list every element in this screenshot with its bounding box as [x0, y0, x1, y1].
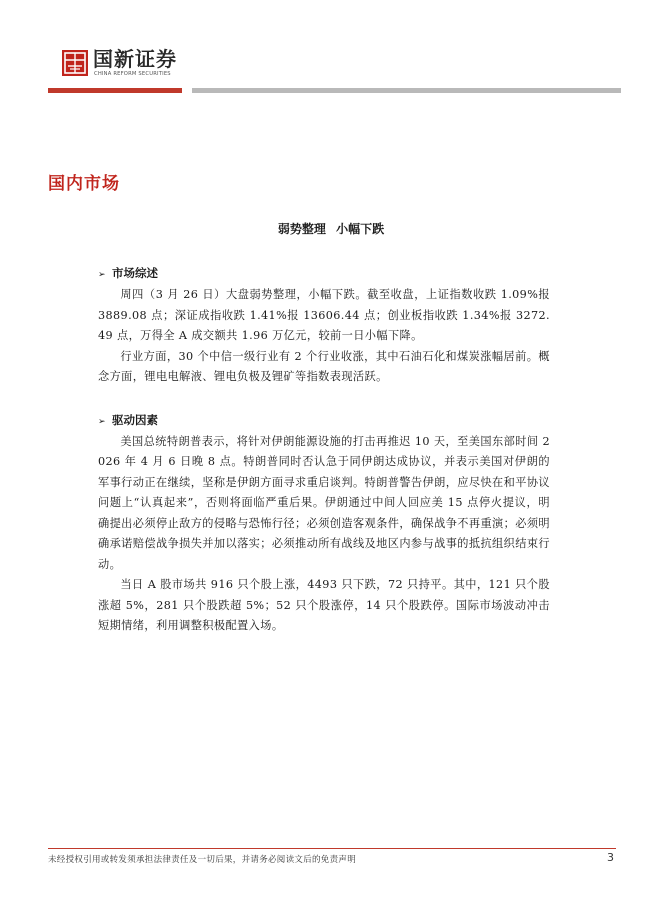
subheading-text: 市场综述 — [112, 266, 158, 280]
logo-subtext: CHINA REFORM SECURITIES — [94, 71, 171, 77]
logo-text: 国新证券 — [93, 47, 177, 71]
header-accent-bar — [48, 88, 182, 93]
page-number: 3 — [607, 851, 614, 864]
subheading-text: 驱动因素 — [112, 412, 158, 427]
paragraph: 周四（3 月 26 日）大盘弱势整理，小幅下跌。截至收盘，上证指数收跌 1.09%报 3889.08 点；深证成指收跌 1.41%报 13606.44 点；创业板指收跌 1.34%报 3272.49 点，万得全 A 成交额共 1.96 万亿元，较前一日小幅下降。 — [98, 288, 550, 342]
article-title-part2: 小幅下跌 — [336, 222, 385, 236]
section-title: 国内市场 — [48, 174, 120, 194]
subheading-market-overview — [98, 263, 550, 285]
logo-icon — [62, 50, 88, 76]
header-divider-bar — [192, 88, 621, 93]
paragraph: 美国总统特朗普表示，将针对伊朗能源设施的打击再推迟 10 天，至美国东部时间 2026 年 4 月 6 日晚 8 点。特朗普同时否认急于同伊朗达成协议，并表示美国对伊朗的军事行动正在继续，坚称是伊朗方面寻求重启谈判。特朗普警告伊朗，应尽快在和平协议问题上“认真起来”，否则将面临严重后果。伊朗通过中间人回应美 15 点停火提议，明确提出必须停止敌方的侵略与恐怖行径；必须创造客观条件，确保战争不再重演；必须明确承诺赔偿战争损失并加以落实；必须推动所有战线及地区内参与战事的抵抗组织结束行动。 — [98, 434, 550, 571]
page-header — [0, 0, 662, 100]
subheading-drivers — [98, 410, 550, 432]
footer-divider — [48, 848, 616, 849]
paragraph: 当日 A 股市场共 916 只个股上涨，4493 只下跌，72 只持平。其中，121 只个股涨超 5%，281 只个股跌超 5%；52 只个股涨停，14 只个股跌停。国际市场波动冲击短期情绪，利用调整积极配置入场。 — [98, 578, 550, 632]
article-title-part1: 弱势整理 — [277, 222, 326, 236]
arrow-bullet-icon: ➢ — [98, 270, 106, 280]
footer-disclaimer: 未经授权引用或转发须承担法律责任及一切后果，并请务必阅读文后的免责声明 — [48, 855, 357, 865]
article-title — [0, 220, 662, 238]
arrow-bullet-icon: ➢ — [98, 416, 106, 427]
paragraph: 行业方面，30 个中信一级行业有 2 个行业收涨，其中石油石化和煤炭涨幅居前。概念方面，锂电电解液、锂电负极及锂矿等指数表现活跃。 — [98, 349, 550, 383]
article-body — [98, 263, 550, 637]
